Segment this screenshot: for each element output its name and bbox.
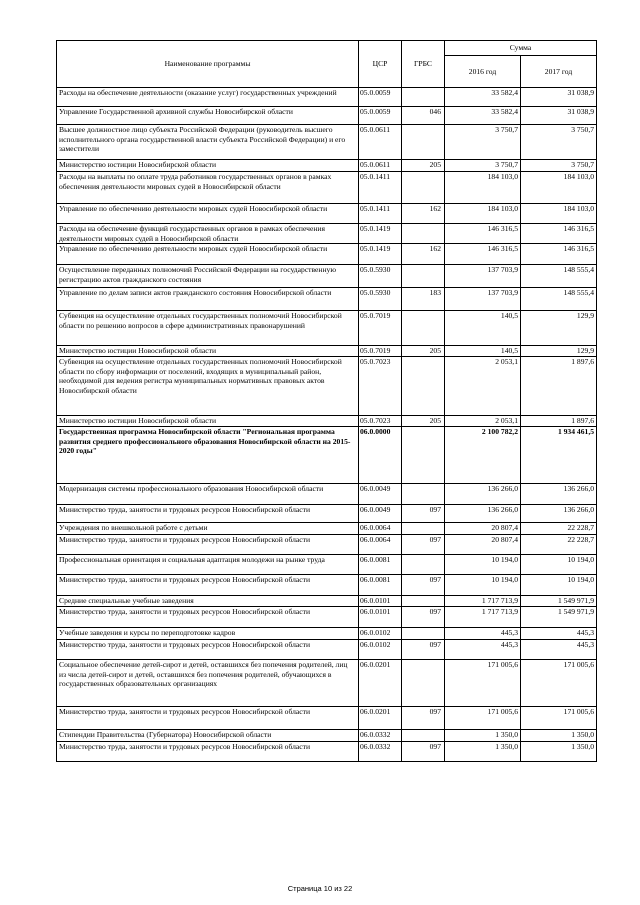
header-csr: ЦСР (359, 41, 402, 88)
cell-program-name: Стипендии Правительства (Губернатора) Новосибирской области (57, 730, 359, 742)
cell-program-name: Расходы на обеспечение деятельности (оказание услуг) государственных учреждений (57, 88, 359, 107)
cell-csr: 06.0.0049 (359, 505, 402, 523)
table-row (57, 742, 597, 762)
cell-program-name: Осуществление переданных полномочий Российской Федерации на государственную регистрацию актов гражданского состояния (57, 265, 359, 288)
table-header (57, 41, 597, 88)
table-row (57, 730, 597, 742)
cell-program-name: Министерство юстиции Новосибирской области (57, 416, 359, 427)
cell-sum-2016: 140,5 (445, 346, 521, 357)
cell-csr: 05.0.1419 (359, 244, 402, 265)
cell-csr: 06.0.0201 (359, 660, 402, 707)
table-row (57, 204, 597, 224)
cell-grbs (402, 427, 445, 484)
cell-program-name: Учебные заведения и курсы по переподготовке кадров (57, 628, 359, 640)
cell-grbs: 097 (402, 707, 445, 730)
table-row (57, 640, 597, 660)
cell-sum-2016: 1 350,0 (445, 730, 521, 742)
cell-sum-2016: 20 807,4 (445, 535, 521, 555)
cell-sum-2016: 33 582,4 (445, 107, 521, 125)
cell-grbs (402, 172, 445, 204)
cell-sum-2017: 1 934 461,5 (521, 427, 597, 484)
table-row (57, 224, 597, 244)
table-row (57, 265, 597, 288)
cell-csr: 06.0.0102 (359, 640, 402, 660)
cell-sum-2016: 1 717 713,9 (445, 607, 521, 628)
cell-sum-2017: 146 316,5 (521, 244, 597, 265)
cell-sum-2016: 184 103,0 (445, 204, 521, 224)
cell-sum-2016: 20 807,4 (445, 523, 521, 535)
cell-csr: 06.0.0064 (359, 535, 402, 555)
cell-csr: 06.0.0064 (359, 523, 402, 535)
cell-csr: 05.0.7023 (359, 357, 402, 416)
header-grbs: ГРБС (402, 41, 445, 88)
cell-program-name: Министерство труда, занятости и трудовых ресурсов Новосибирской области (57, 505, 359, 523)
cell-csr: 06.0.0000 (359, 427, 402, 484)
cell-program-name: Высшее должностное лицо субъекта Российской Федерации (руководитель высшего исполнительного органа государственной власти субъекта Российской Федерации) и его заместители (57, 125, 359, 160)
cell-grbs (402, 730, 445, 742)
cell-sum-2017: 22 228,7 (521, 523, 597, 535)
cell-program-name: Профессиональная ориентация и социальная адаптация молодежи на рынке труда (57, 555, 359, 575)
header-program-name: Наименование программы (57, 41, 359, 88)
cell-program-name: Субвенция на осуществление отдельных государственных полномочий Новосибирской области по решению вопросов в сфере административных правонарушений (57, 311, 359, 346)
table-row (57, 427, 597, 484)
cell-grbs (402, 523, 445, 535)
table-row (57, 523, 597, 535)
cell-grbs: 097 (402, 640, 445, 660)
cell-grbs (402, 88, 445, 107)
cell-sum-2016: 2 053,1 (445, 357, 521, 416)
cell-grbs: 205 (402, 416, 445, 427)
cell-csr: 06.0.0201 (359, 707, 402, 730)
cell-program-name: Министерство труда, занятости и трудовых ресурсов Новосибирской области (57, 535, 359, 555)
cell-sum-2017: 129,9 (521, 311, 597, 346)
table-row (57, 357, 597, 416)
cell-program-name: Управление Государственной архивной службы Новосибирской области (57, 107, 359, 125)
cell-sum-2017: 1 897,6 (521, 357, 597, 416)
table-row (57, 125, 597, 160)
table-row (57, 244, 597, 265)
cell-program-name: Министерство юстиции Новосибирской области (57, 160, 359, 172)
table-row (57, 535, 597, 555)
table-body (57, 88, 597, 762)
table-row (57, 346, 597, 357)
cell-sum-2017: 184 103,0 (521, 172, 597, 204)
cell-sum-2017: 129,9 (521, 346, 597, 357)
cell-sum-2016: 184 103,0 (445, 172, 521, 204)
cell-sum-2017: 31 038,9 (521, 88, 597, 107)
header-sum: Сумма (445, 41, 597, 56)
table-row (57, 311, 597, 346)
cell-grbs: 162 (402, 244, 445, 265)
cell-program-name: Министерство труда, занятости и трудовых ресурсов Новосибирской области (57, 575, 359, 596)
cell-grbs: 183 (402, 288, 445, 311)
cell-csr: 06.0.0332 (359, 742, 402, 762)
cell-program-name: Министерство труда, занятости и трудовых ресурсов Новосибирской области (57, 742, 359, 762)
cell-program-name: Модернизация системы профессионального образования Новосибирской области (57, 484, 359, 505)
cell-grbs (402, 628, 445, 640)
cell-sum-2017: 31 038,9 (521, 107, 597, 125)
cell-sum-2017: 445,3 (521, 628, 597, 640)
cell-sum-2016: 10 194,0 (445, 575, 521, 596)
table-row (57, 596, 597, 607)
cell-sum-2016: 3 750,7 (445, 125, 521, 160)
cell-sum-2017: 22 228,7 (521, 535, 597, 555)
table-row (57, 172, 597, 204)
cell-csr: 05.0.7019 (359, 311, 402, 346)
cell-program-name: Субвенция на осуществление отдельных государственных полномочий Новосибирской области по сбору информации от поселений, входящих в муниципальный район, необходимой для ведения регистра муниципальных нормативных правовых актов Новосибирской области (57, 357, 359, 416)
cell-grbs: 046 (402, 107, 445, 125)
table-row (57, 107, 597, 125)
table-row (57, 555, 597, 575)
cell-sum-2017: 171 005,6 (521, 707, 597, 730)
table-row (57, 484, 597, 505)
cell-sum-2017: 148 555,4 (521, 288, 597, 311)
cell-grbs: 097 (402, 575, 445, 596)
cell-sum-2017: 445,3 (521, 640, 597, 660)
header-year-2016: 2016 год (445, 56, 521, 88)
table-row (57, 607, 597, 628)
cell-sum-2016: 1 350,0 (445, 742, 521, 762)
cell-sum-2017: 1 350,0 (521, 742, 597, 762)
cell-sum-2016: 137 703,9 (445, 265, 521, 288)
cell-csr: 06.0.0101 (359, 596, 402, 607)
cell-sum-2017: 184 103,0 (521, 204, 597, 224)
budget-table (56, 40, 597, 762)
cell-csr: 05.0.0611 (359, 125, 402, 160)
cell-csr: 06.0.0332 (359, 730, 402, 742)
table-row (57, 575, 597, 596)
cell-sum-2017: 3 750,7 (521, 125, 597, 160)
cell-sum-2017: 10 194,0 (521, 575, 597, 596)
cell-sum-2016: 3 750,7 (445, 160, 521, 172)
cell-grbs (402, 555, 445, 575)
cell-grbs (402, 484, 445, 505)
cell-sum-2017: 10 194,0 (521, 555, 597, 575)
cell-sum-2016: 2 053,1 (445, 416, 521, 427)
cell-program-name: Учреждения по внешкольной работе с детьми (57, 523, 359, 535)
cell-csr: 05.0.0059 (359, 88, 402, 107)
cell-csr: 06.0.0102 (359, 628, 402, 640)
cell-sum-2016: 2 100 782,2 (445, 427, 521, 484)
cell-grbs (402, 357, 445, 416)
cell-sum-2016: 445,3 (445, 628, 521, 640)
document-page (56, 40, 596, 762)
cell-sum-2016: 10 194,0 (445, 555, 521, 575)
cell-grbs: 097 (402, 742, 445, 762)
cell-sum-2016: 140,5 (445, 311, 521, 346)
table-row (57, 628, 597, 640)
cell-sum-2017: 136 266,0 (521, 484, 597, 505)
cell-csr: 05.0.1419 (359, 224, 402, 244)
cell-grbs: 097 (402, 607, 445, 628)
table-row (57, 416, 597, 427)
table-row (57, 160, 597, 172)
cell-program-name: Министерство труда, занятости и трудовых ресурсов Новосибирской области (57, 607, 359, 628)
cell-grbs: 205 (402, 160, 445, 172)
cell-csr: 05.0.7023 (359, 416, 402, 427)
cell-grbs: 162 (402, 204, 445, 224)
cell-program-name: Министерство труда, занятости и трудовых ресурсов Новосибирской области (57, 640, 359, 660)
cell-sum-2016: 171 005,6 (445, 707, 521, 730)
cell-csr: 06.0.0101 (359, 607, 402, 628)
page-number: Страница 10 из 22 (287, 884, 353, 893)
cell-program-name: Управление по обеспечению деятельности мировых судей Новосибирской области (57, 204, 359, 224)
table-row (57, 660, 597, 707)
cell-sum-2016: 136 266,0 (445, 484, 521, 505)
cell-sum-2016: 146 316,5 (445, 224, 521, 244)
cell-sum-2017: 146 316,5 (521, 224, 597, 244)
cell-sum-2016: 1 717 713,9 (445, 596, 521, 607)
cell-sum-2017: 171 005,6 (521, 660, 597, 707)
cell-csr: 05.0.5930 (359, 265, 402, 288)
cell-csr: 06.0.0081 (359, 555, 402, 575)
cell-sum-2016: 171 005,6 (445, 660, 521, 707)
cell-csr: 05.0.7019 (359, 346, 402, 357)
cell-sum-2017: 148 555,4 (521, 265, 597, 288)
cell-sum-2016: 33 582,4 (445, 88, 521, 107)
cell-csr: 05.0.1411 (359, 172, 402, 204)
cell-grbs (402, 224, 445, 244)
table-row (57, 505, 597, 523)
cell-program-name: Министерство юстиции Новосибирской области (57, 346, 359, 357)
cell-program-name: Государственная программа Новосибирской области "Региональная программа развития среднего профессионального образования Новосибирской области на 2015-2020 годы" (57, 427, 359, 484)
cell-csr: 05.0.1411 (359, 204, 402, 224)
cell-program-name: Средние специальные учебные заведения (57, 596, 359, 607)
cell-sum-2016: 137 703,9 (445, 288, 521, 311)
cell-sum-2017: 1 350,0 (521, 730, 597, 742)
cell-program-name: Расходы на обеспечение функций государственных органов в рамках обеспечения деятельности мировых судей в Новосибирской области (57, 224, 359, 244)
cell-grbs: 205 (402, 346, 445, 357)
table-row (57, 88, 597, 107)
table-row (57, 707, 597, 730)
table-row (57, 288, 597, 311)
cell-program-name: Социальное обеспечение детей-сирот и детей, оставшихся без попечения родителей, лиц из числа детей-сирот и детей, оставшихся без попечения родителей, обучающихся в государственных образовательных организациях (57, 660, 359, 707)
cell-csr: 05.0.0059 (359, 107, 402, 125)
cell-csr: 05.0.5930 (359, 288, 402, 311)
cell-program-name: Расходы на выплаты по оплате труда работников государственных органов в рамках обеспечения деятельности мировых судей в Новосибирской области (57, 172, 359, 204)
header-year-2017: 2017 год (521, 56, 597, 88)
cell-program-name: Управление по делам записи актов гражданского состояния Новосибирской области (57, 288, 359, 311)
cell-sum-2017: 3 750,7 (521, 160, 597, 172)
cell-program-name: Министерство труда, занятости и трудовых ресурсов Новосибирской области (57, 707, 359, 730)
cell-sum-2017: 1 549 971,9 (521, 596, 597, 607)
cell-grbs: 097 (402, 505, 445, 523)
cell-grbs (402, 125, 445, 160)
cell-program-name: Управление по обеспечению деятельности мировых судей Новосибирской области (57, 244, 359, 265)
cell-grbs (402, 311, 445, 346)
cell-grbs (402, 660, 445, 707)
cell-sum-2017: 1 549 971,9 (521, 607, 597, 628)
cell-sum-2016: 136 266,0 (445, 505, 521, 523)
cell-csr: 05.0.0611 (359, 160, 402, 172)
cell-grbs (402, 596, 445, 607)
cell-sum-2017: 136 266,0 (521, 505, 597, 523)
cell-sum-2016: 146 316,5 (445, 244, 521, 265)
cell-sum-2017: 1 897,6 (521, 416, 597, 427)
cell-csr: 06.0.0049 (359, 484, 402, 505)
cell-grbs: 097 (402, 535, 445, 555)
cell-sum-2016: 445,3 (445, 640, 521, 660)
cell-grbs (402, 265, 445, 288)
cell-csr: 06.0.0081 (359, 575, 402, 596)
